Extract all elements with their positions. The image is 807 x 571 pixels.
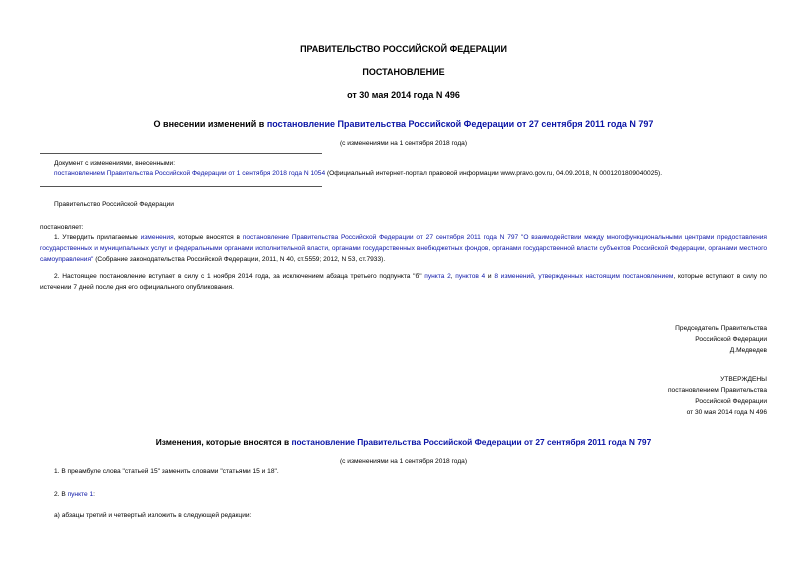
paragraph-2 <box>40 271 767 293</box>
title-link[interactable]: постановление Правительства Российской Федерации от 27 сентября 2011 года N 797 <box>266 119 654 129</box>
p2-text-c: и <box>485 273 495 280</box>
amending-decree-source: (Официальный интернет-портал правовой информации www.pravo.gov.ru, 04.09.2018, N 0001201809040025). <box>325 170 663 177</box>
revision-note: (с изменениями на 1 сентября 2018 года) <box>339 140 468 147</box>
document-date-number: от 30 мая 2014 года N 496 <box>347 90 460 100</box>
government-heading: ПРАВИТЕЛЬСТВО РОССИЙСКОЙ ФЕДЕРАЦИИ <box>300 44 507 54</box>
approved-line-2: постановлением Правительства <box>667 387 767 394</box>
signature-title: Председатель Правительства <box>675 325 767 332</box>
changes-box-top-rule <box>40 153 322 154</box>
document-type: ПОСТАНОВЛЕНИЕ <box>362 67 445 77</box>
changes-box-label: Документ с изменениями, внесенными: <box>54 160 176 167</box>
signature-org: Российской Федерации <box>695 336 767 343</box>
changes-title <box>0 437 807 447</box>
approved-line-4: от 30 мая 2014 года N 496 <box>686 409 767 416</box>
title-prefix: О внесении изменений в <box>153 119 267 129</box>
p1-text-c: (Собрание законодательства Российской Федерации, 2011, N 40, ст.5559; 2012, N 53, ст.7933). <box>93 256 386 263</box>
approved-line-3: Российской Федерации <box>695 398 767 405</box>
government-line: Правительство Российской Федерации <box>54 201 174 208</box>
p1-changes-link[interactable]: изменения <box>140 234 174 241</box>
changes-item-2a: а) абзацы третий и четвертый изложить в следующей редакции: <box>54 512 252 519</box>
changes-box-entry <box>54 168 662 179</box>
p2-text-a: 2. Настоящее постановление вступает в силу с 1 ноября 2014 года, за исключением абзаца третьего подпункта "б" <box>54 273 425 280</box>
signature-name: Д.Медведев <box>729 347 767 354</box>
document-title <box>0 119 807 129</box>
p2-point-2-link[interactable]: пункта 2 <box>424 273 451 280</box>
changes-item-2 <box>54 489 95 500</box>
p1-text-b: , которые вносятся в <box>173 234 243 241</box>
changes-title-link[interactable]: постановление Правительства Российской Федерации от 27 сентября 2011 года N 797 <box>291 437 652 447</box>
p1-text-a: 1. Утвердить прилагаемые <box>54 234 141 241</box>
approved-heading: УТВЕРЖДЕНЫ <box>720 376 767 383</box>
decrees-word: постановляет: <box>40 224 84 231</box>
changes-title-prefix: Изменения, которые вносятся в <box>155 437 292 447</box>
amending-decree-link[interactable]: постановлением Правительства Российской Федерации от 1 сентября 2018 года N 1054 <box>54 170 326 177</box>
p2-text-d: , которые вступают в силу по истечении 7 дней после дня его официального опубликования. <box>40 273 767 291</box>
paragraph-1 <box>40 232 767 265</box>
changes-item-1: 1. В преамбуле слова "статьей 15" заменить словами "статьями 15 и 18". <box>54 468 279 475</box>
item2-prefix: 2. В <box>54 491 68 498</box>
item2-suffix: : <box>93 491 95 498</box>
p2-text-b: , <box>450 273 456 280</box>
item2-point-1-link[interactable]: пункте 1 <box>67 491 94 498</box>
changes-revision-note: (с изменениями на 1 сентября 2018 года) <box>339 458 468 465</box>
changes-box-bottom-rule <box>40 186 322 187</box>
p1-decree-797-link[interactable]: постановление Правительства Российской Федерации от 27 сентября 2011 года N 797 "О взаимодействии между многофункциональными центрами предоставления государственных и муниципальных услуг и федеральными органами исполнительной власти, органами государственных внебюджетных фондов, органами государственной власти субъектов Российской Федерации, органами местного самоуправления" <box>40 234 767 263</box>
p2-point-8-link[interactable]: 8 изменений, утвержденных настоящим постановлением <box>494 273 674 280</box>
p2-points-4-link[interactable]: пунктов 4 <box>455 273 486 280</box>
